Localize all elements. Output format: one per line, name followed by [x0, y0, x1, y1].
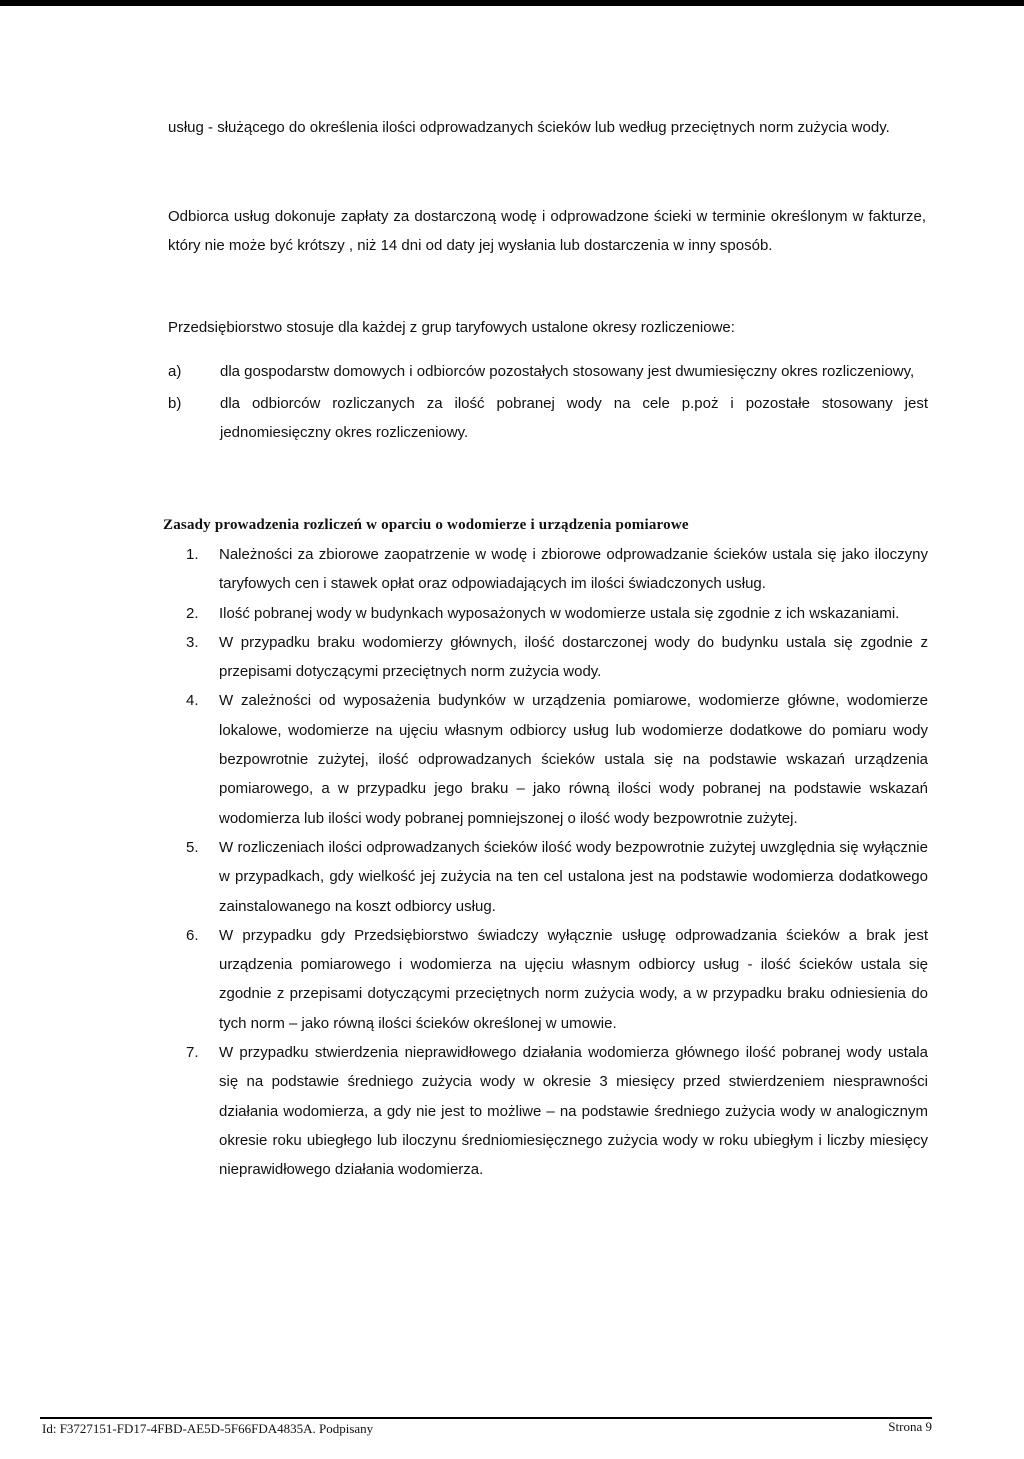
list-item-text: Należności za zbiorowe zaopatrzenie w wodę i zbiorowe odprowadzanie ścieków ustala się jako iloczyny taryfowych cen i stawek opłat oraz odpowiadających im ilości świadczonych usług. — [219, 546, 928, 593]
list-item — [168, 357, 928, 386]
billing-periods-list — [168, 357, 928, 450]
paragraph-payment-terms: Odbiorca usług dokonuje zapłaty za dostarczoną wodę i odprowadzone ścieki w terminie określonym w fakturze, który nie może być krótszy , niż 14 dni od daty jej wysłania lub dostarczenia w inny sposób. — [168, 208, 926, 254]
footer-page-number: Strona 9 — [888, 1419, 932, 1434]
list-item-text: W rozliczeniach ilości odprowadzanych ścieków ilość wody bezpowrotnie zużytej uwzględnia się wyłącznie w przypadkach, gdy wielkość jej zużycia na ten cel ustalona jest na podstawie wodomierza dodatkowego zainstalowanego na koszt odbiorcy usług. — [219, 838, 928, 915]
list-item — [166, 833, 928, 921]
list-item-text: W przypadku braku wodomierzy głównych, ilość dostarczonej wody do budynku ustala się zgodnie z przepisami dotyczącymi przeciętnych norm zużycia wody. — [219, 633, 928, 681]
list-item-text: W przypadku gdy Przedsiębiorstwo świadczy wyłącznie usługę odprowadzania ścieków a brak jest urządzenia pomiarowego i wodomierza na ujęciu własnym odbiorcy usług - ilość ścieków ustala się zgodnie z przepisami dotyczącymi przeciętnych norm zużycia wody, a w przypadku braku odniesienia do tych norm – jako równą ilości ścieków określonej w umowie. — [219, 926, 928, 1032]
footer-document-id: Id: F3727151-FD17-4FBD-AE5D-5F66FDA4835A. Podpisany — [42, 1421, 374, 1436]
list-marker: 2. — [186, 604, 199, 622]
list-item — [166, 921, 928, 1038]
billing-rules-list — [166, 540, 928, 1185]
paragraph-continuation: usług - służącego do określenia ilości odprowadzanych ścieków lub według przeciętnych norm zużycia wody. — [168, 119, 890, 136]
list-marker: 7. — [186, 1044, 199, 1062]
scan-top-band — [0, 0, 1024, 6]
list-marker: b) — [168, 395, 182, 412]
list-item — [168, 389, 928, 447]
list-marker: 5. — [186, 838, 199, 856]
list-marker: 1. — [186, 546, 199, 563]
list-marker: 3. — [186, 633, 199, 651]
list-item-text: Ilość pobranej wody w budynkach wyposażonych w wodomierze ustala się zgodnie z ich wskazaniami. — [219, 604, 900, 622]
list-item — [166, 628, 928, 687]
list-item-text: W przypadku stwierdzenia nieprawidłowego działania wodomierza głównego ilość pobranej wody ustala się na podstawie średniego zużycia wody w okresie 3 miesięcy przed stwierdzeniem niesprawności działania wodomierza, a gdy nie jest to możliwe – na podstawie średniego zużycia wody w analogicznym okresie roku ubiegłego lub iloczynu średniomiesięcznego zużycia wody w roku ubiegłym i liczby miesięcy nieprawidłowego działania wodomierza. — [219, 1044, 928, 1179]
list-item — [166, 540, 928, 599]
list-marker: 4. — [186, 692, 199, 710]
list-marker: 6. — [186, 926, 199, 944]
list-item — [166, 1038, 928, 1184]
list-item-text: dla odbiorców rozliczanych za ilość pobranej wody na cele p.poż i pozostałe stosowany jest jednomiesięczny okres rozliczeniowy. — [220, 395, 928, 441]
list-item-text: dla gospodarstw domowych i odbiorców pozostałych stosowany jest dwumiesięczny okres rozliczeniowy, — [220, 363, 915, 380]
list-marker: a) — [168, 363, 182, 380]
paragraph-billing-periods-intro: Przedsiębiorstwo stosuje dla każdej z grup taryfowych ustalone okresy rozliczeniowe: — [168, 319, 735, 336]
footer-divider — [40, 1417, 932, 1419]
list-item-text: W zależności od wyposażenia budynków w urządzenia pomiarowe, wodomierze główne, wodomierze lokalowe, wodomierze na ujęciu własnym odbiorcy usług lub wodomierze dodatkowe do pomiaru wody bezpowrotnie zużytej, ilość odprowadzanych ścieków ustala się na podstawie wskazań urządzenia pomiarowego, a w przypadku jego braku – jako równą ilości wody pobranej na podstawie wskazań wodomierza lub ilości wody pobranej pomniejszonej o ilość wody bezpowrotnie zużytej. — [219, 692, 928, 827]
list-item — [166, 599, 928, 628]
section-heading: Zasady prowadzenia rozliczeń w oparciu o wodomierze i urządzenia pomiarowe — [163, 517, 689, 533]
list-item — [166, 686, 928, 832]
